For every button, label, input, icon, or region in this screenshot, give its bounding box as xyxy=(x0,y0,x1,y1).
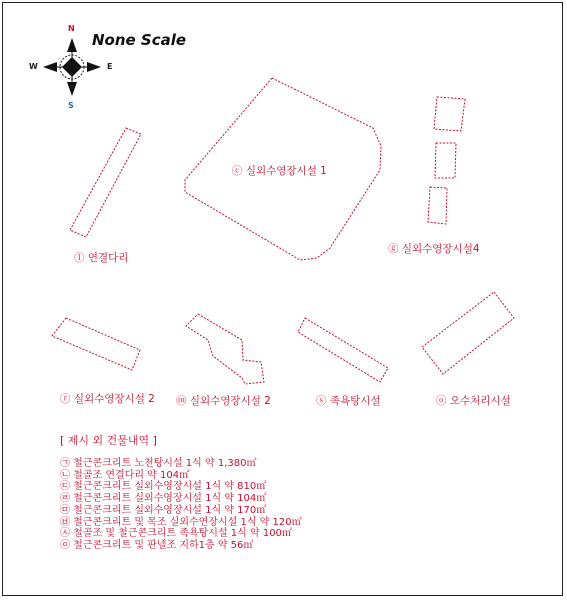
label-pool-4: ⓖ 실외수영장시설4 xyxy=(388,243,480,255)
bridge-outline xyxy=(70,128,141,237)
legend-item: ㉤ 철근콘크리트 실외수영장시설 1식 약 170㎡ xyxy=(60,504,267,516)
pool-2-mid-outline xyxy=(186,314,264,384)
footbath-outline xyxy=(298,318,388,382)
label-pool-2-left: ⓡ 실외수영장시설 2 xyxy=(60,393,155,405)
legend-item: ㉦ 철골조 및 철근콘크리트 족욕탕시설 1식 약 100㎡ xyxy=(60,528,292,540)
sewage-outline xyxy=(422,292,514,374)
legend-item: ㉥ 철근콘크리트 및 목조 실외수연장시설 1식 약 120㎡ xyxy=(60,516,302,528)
scale-label: None Scale xyxy=(92,31,187,49)
pool-4-box-c-outline xyxy=(428,187,447,224)
compass-w: W xyxy=(29,62,38,71)
legend-item: ㉠ 철근콘크리트 노천탕시설 1식 약 1,380㎡ xyxy=(60,458,257,469)
legend-item: ㉢ 철근콘크리트 실외수영장시설 1식 약 810㎡ xyxy=(60,481,267,493)
label-footbath: ⓢ 족욕탕시설 xyxy=(316,395,381,407)
pool-4-box-b-outline xyxy=(435,143,456,178)
legend-title: [ 제시 외 건물내역 ] xyxy=(60,434,157,447)
legend-item: ㉡ 철골조 연결다리 약 104㎡ xyxy=(60,469,190,481)
label-pool-1: ⓒ 실외수영장시설 1 xyxy=(232,165,327,177)
pool-4-box-a-outline xyxy=(434,97,465,131)
pool-2-left-outline xyxy=(52,318,140,370)
label-pool-2-mid: ⓜ 실외수영장시설 2 xyxy=(176,395,271,407)
label-sewage: ⓞ 오수처리시설 xyxy=(436,395,511,407)
legend-item: ㉣ 철근콘크리트 실외수영장시설 1식 약 104㎡ xyxy=(60,493,267,505)
label-bridge: ⓛ 연결다리 xyxy=(74,252,129,264)
compass-e: E xyxy=(107,62,113,71)
legend-list xyxy=(60,458,302,552)
legend-item: ㉧ 철근콘크리트 및 판넬조 지하1층 약 56㎡ xyxy=(60,539,254,551)
compass-s: S xyxy=(68,101,74,110)
compass-n: N xyxy=(68,24,75,33)
